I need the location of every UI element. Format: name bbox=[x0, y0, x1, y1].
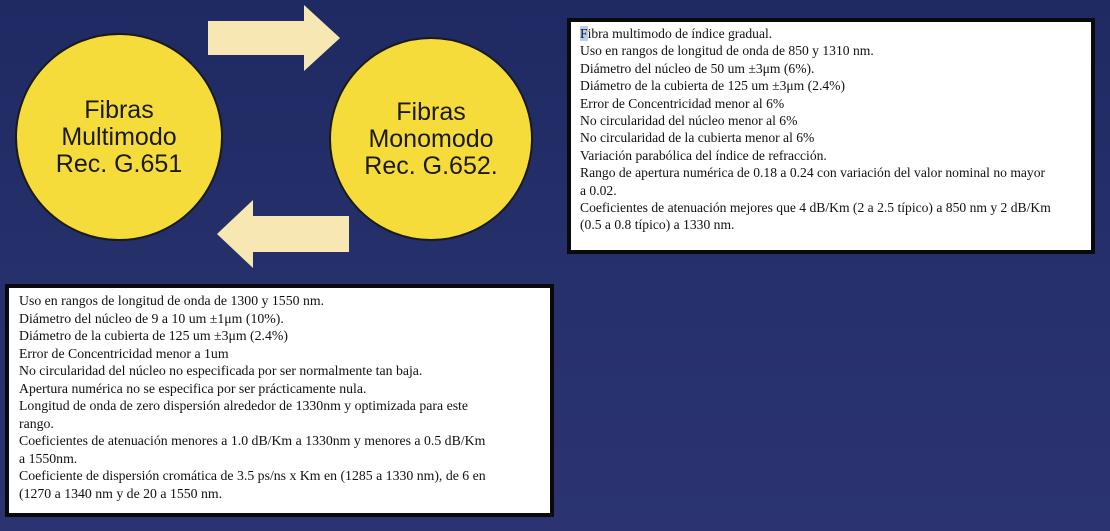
arrow-right-icon bbox=[206, 3, 342, 73]
spec-line: No circularidad del núcleo no especificada por ser normalmente tan baja. bbox=[19, 363, 423, 378]
arrow-left-icon bbox=[215, 198, 351, 270]
spec-line: Longitud de onda de zero dispersión alrededor de 1330nm y optimizada para este bbox=[19, 398, 469, 413]
circle-monomodo-line: Rec. G.652. bbox=[364, 151, 498, 180]
spec-line: Rango de apertura numérica de 0.18 a 0.24 con variación del valor nominal no mayor bbox=[580, 165, 1046, 181]
circle-monomodo-line: Monomodo bbox=[368, 124, 494, 153]
circle-monomodo-line: Fibras bbox=[396, 97, 466, 126]
spec-line: Variación parabólica del índice de refracción. bbox=[580, 147, 827, 163]
spec-line: No circularidad del núcleo menor al 6% bbox=[580, 113, 798, 129]
multimode-spec-box bbox=[567, 18, 1095, 254]
singlemode-spec-box bbox=[5, 284, 554, 517]
circle-monomodo bbox=[329, 37, 533, 241]
spec-line: No circularidad de la cubierta menor al 6% bbox=[580, 130, 815, 146]
spec-line: a 1550nm. bbox=[19, 450, 78, 466]
spec-line: Diámetro de la cubierta de 125 um ±3μm (2.4%) bbox=[19, 328, 288, 343]
spec-line: Coeficiente de dispersión cromática de 3.5 ps/ns x Km en (1285 a 1330 nm), de 6 en bbox=[19, 468, 486, 483]
circle-multimodo-line: Fibras bbox=[84, 95, 154, 124]
spec-line: rango. bbox=[19, 415, 54, 431]
spec-line: Uso en rangos de longitud de onda de 1300 y 1550 nm. bbox=[19, 293, 325, 308]
spec-line: (1270 a 1340 nm y de 20 a 1550 nm. bbox=[19, 485, 223, 501]
circle-multimodo-line: Rec. G.651 bbox=[55, 149, 183, 178]
spec-line: Error de Concentricidad menor al 6% bbox=[580, 95, 785, 111]
spec-line: Apertura numérica no se especifica por ser prácticamente nula. bbox=[19, 380, 367, 396]
spec-line: Diámetro del núcleo de 9 a 10 um ±1μm (10%). bbox=[19, 310, 284, 326]
spec-line bbox=[580, 25, 1082, 42]
spec-line: Uso en rangos de longitud de onda de 850 y 1310 nm. bbox=[580, 43, 874, 59]
spec-line: Error de Concentricidad menor a 1um bbox=[19, 345, 229, 361]
spec-line: Diámetro del núcleo de 50 um ±3μm (6%). bbox=[580, 60, 815, 76]
circle-multimodo bbox=[15, 33, 223, 241]
spec-line: Coeficientes de atenuación menores a 1.0 dB/Km a 1330nm y menores a 0.5 dB/Km bbox=[19, 433, 486, 448]
spec-line-text: ibra multimodo de índice gradual. bbox=[587, 26, 773, 41]
spec-line: Diámetro de la cubierta de 125 um ±3μm (2.4%) bbox=[580, 78, 846, 94]
spec-line: (0.5 a 0.8 típico) a 1330 nm. bbox=[580, 217, 735, 233]
selected-char: F bbox=[580, 26, 588, 41]
spec-line: Coeficientes de atenuación mejores que 4 dB/Km (2 a 2.5 típico) a 850 nm y 2 dB/Km bbox=[580, 200, 1051, 216]
spec-line: a 0.02. bbox=[580, 182, 617, 198]
circle-multimodo-line: Multimodo bbox=[61, 122, 177, 151]
